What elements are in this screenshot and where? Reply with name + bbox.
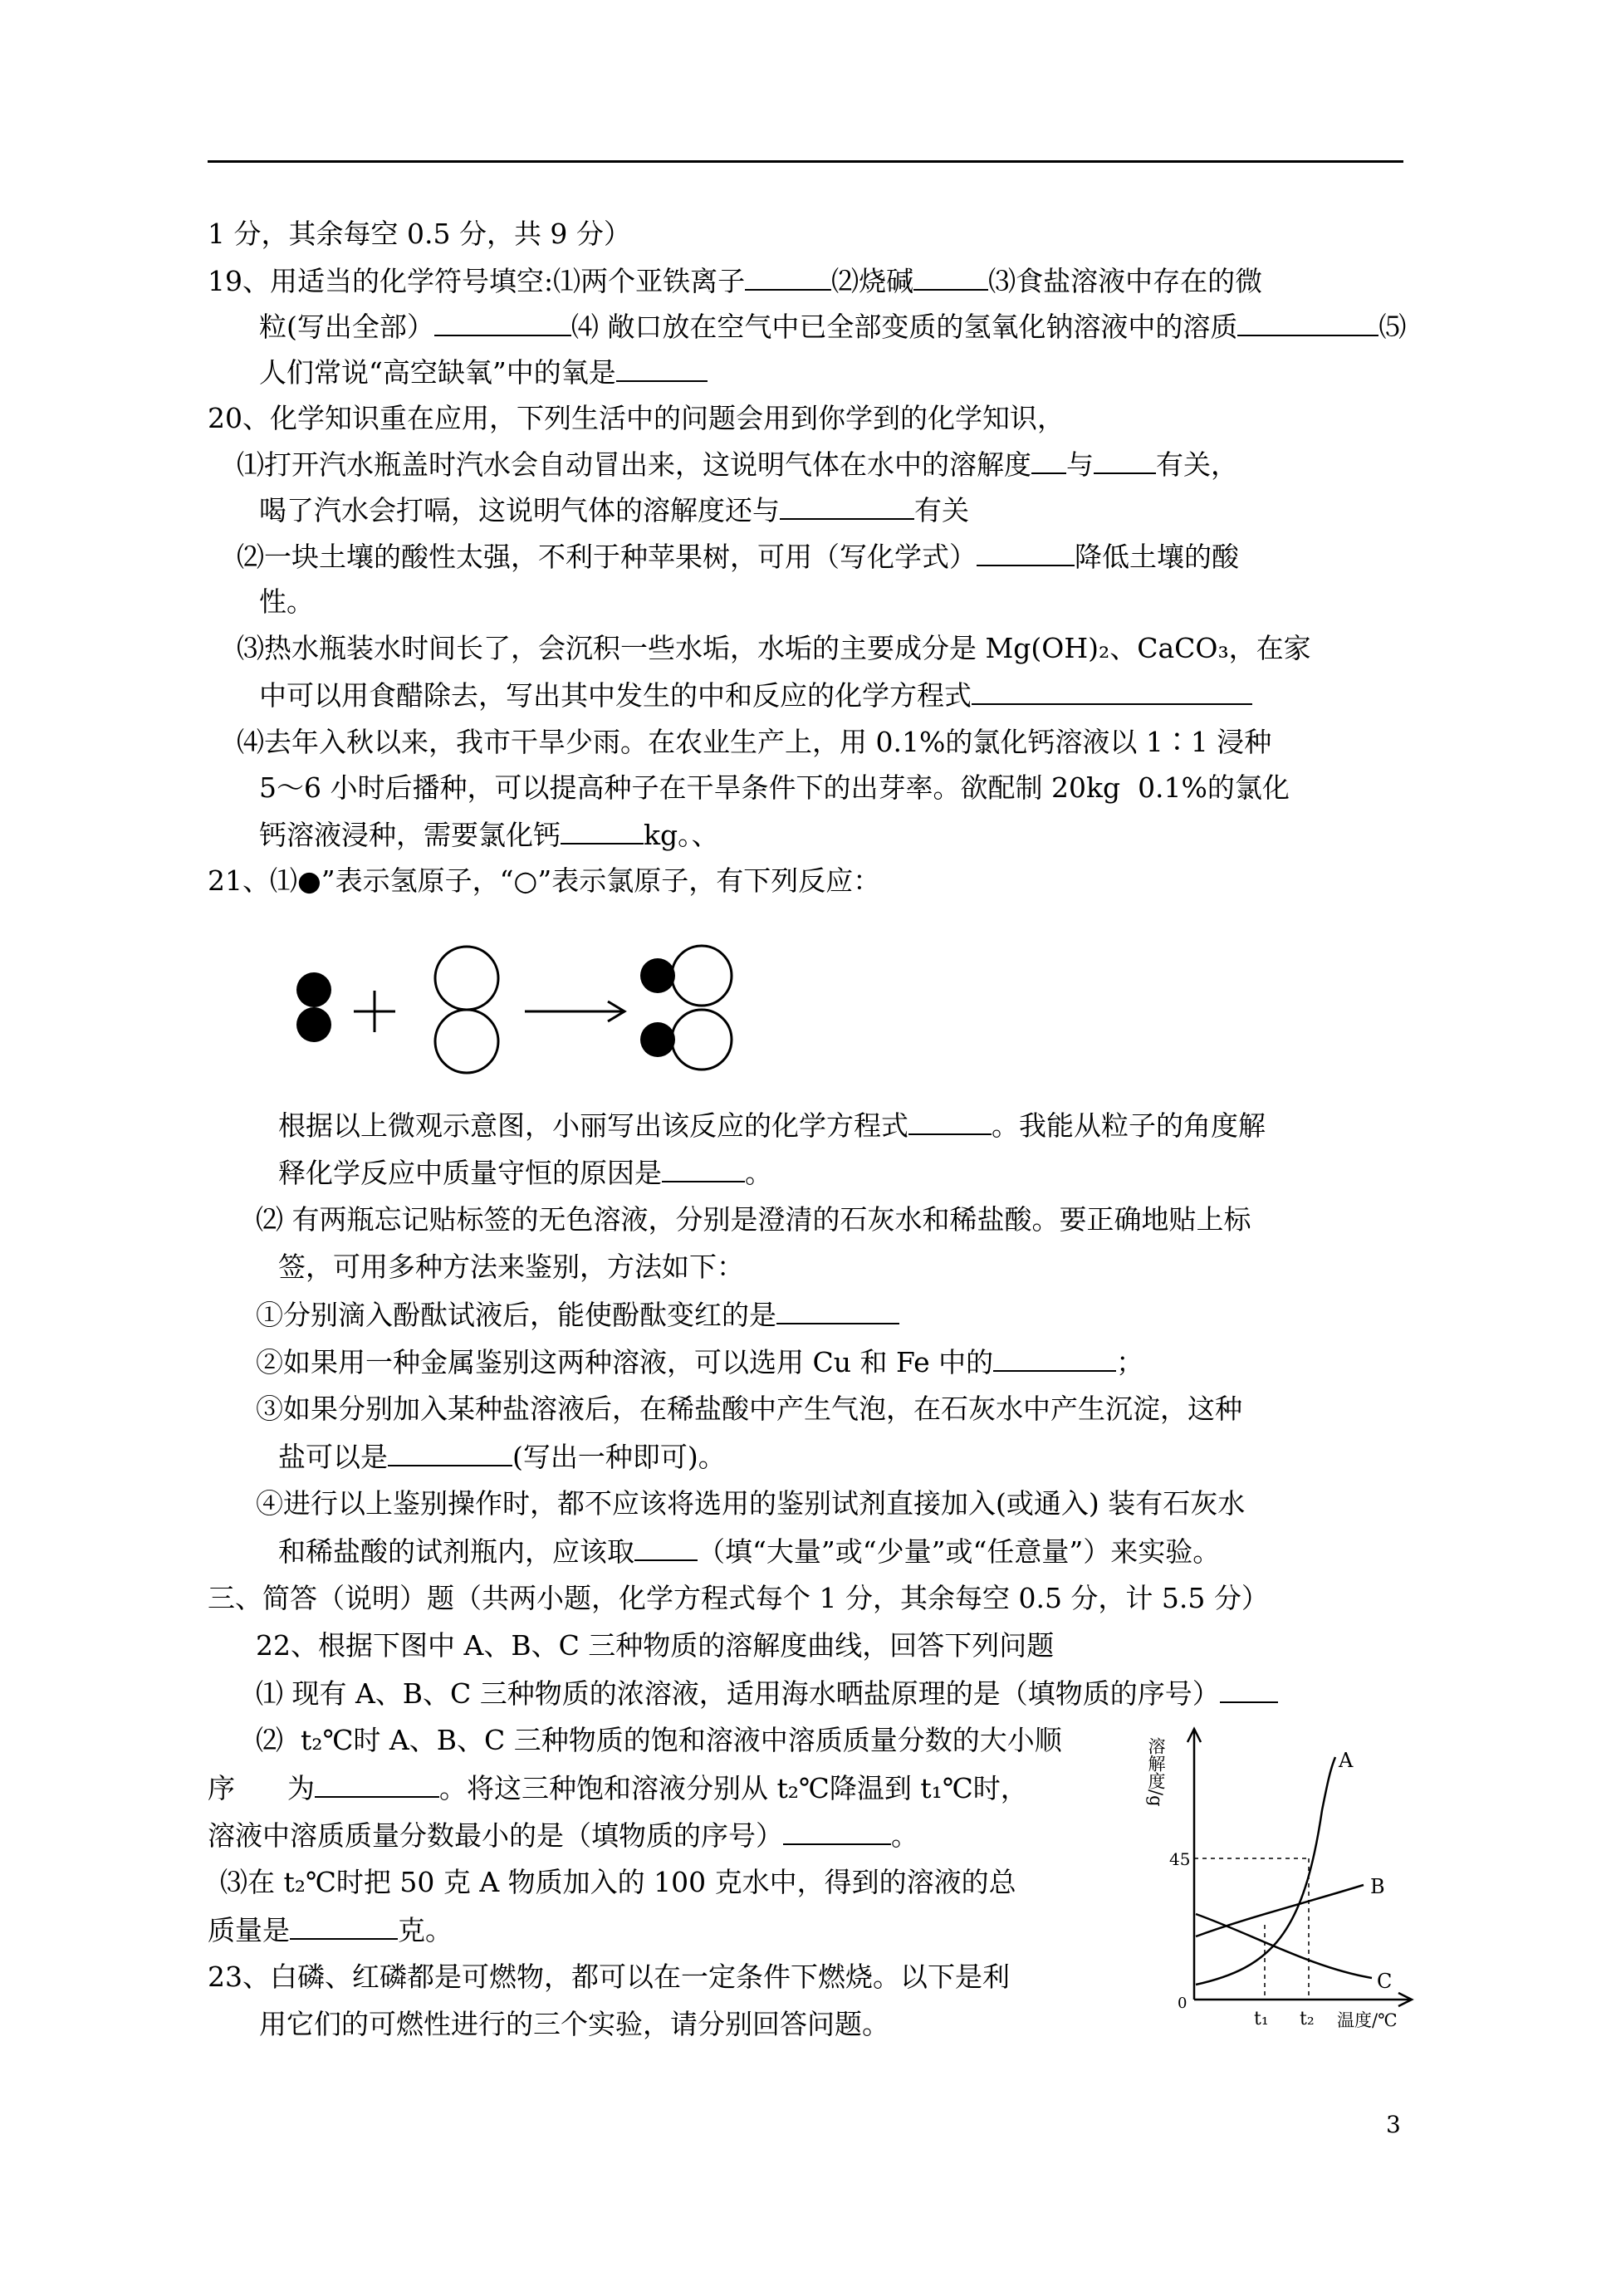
curve-a bbox=[1196, 1757, 1335, 1985]
question-22-3-line-1: ⑶在 t₂℃时把 50 克 A 物质加入的 100 克水中，得到的溶液的总 bbox=[220, 1866, 1016, 1898]
hydrogen-molecule bbox=[296, 972, 331, 1042]
question-21-1-line-1: 根据以上微观示意图，小丽写出该反应的化学方程式 。我能从粒子的角度解 bbox=[278, 1109, 1266, 1142]
question-21-2-line-2: 签，可用多种方法来鉴别，方法如下： bbox=[278, 1251, 744, 1283]
answer-blank[interactable] bbox=[780, 493, 914, 520]
plus-sign bbox=[354, 991, 395, 1032]
question-21-2-item-3-cont: 盐可以是 (写出一种即可)。 bbox=[278, 1441, 726, 1473]
y-axis-label: 溶解度/g bbox=[1146, 1737, 1166, 1807]
question-22-stem: 22、根据下图中 A、B、C 三种物质的溶解度曲线，回答下列问题 bbox=[256, 1629, 1055, 1662]
question-20-1-line-1: ⑴打开汽水瓶盖时汽水会自动冒出来，这说明气体在水中的溶解度 与 有关， bbox=[237, 448, 1238, 481]
answer-blank[interactable] bbox=[776, 1298, 899, 1324]
tick-label-t2: t₂ bbox=[1300, 2009, 1315, 2029]
question-21-2-item-4-cont: 和稀盐酸的试剂瓶内，应该取 （填“大量”或“少量”或“任意量”）来实验。 bbox=[278, 1535, 1221, 1568]
question-21-stem: 21、⑴●”表示氢原子，“○”表示氯原子，有下列反应： bbox=[208, 864, 881, 897]
section-3-heading: 三、简答（说明）题（共两小题，化学方程式每个 1 分，其余每空 0.5 分，计 5.5 分） bbox=[208, 1582, 1269, 1614]
question-21-2-item-4: ④进行以上鉴别操作时，都不应该将选用的鉴别试剂直接加入(或通入) 装有石灰水 bbox=[256, 1487, 1246, 1520]
question-21-2-line-1: ⑵ 有两瓶忘记贴标签的无色溶液，分别是澄清的石灰水和稀盐酸。要正确地贴上标 bbox=[256, 1203, 1251, 1236]
question-20-3-line-1: ⑶热水瓶装水时间长了，会沉积一些水垢，水垢的主要成分是 Mg(OH)₂、CaCO₃，在家 bbox=[237, 632, 1311, 664]
question-23-line-1: 23、白磷、红磷都是可燃物，都可以在一定条件下燃烧。以下是利 bbox=[208, 1961, 1010, 1993]
tick-label-45: 45 bbox=[1169, 1849, 1191, 1869]
question-20-3-line-2: 中可以用食醋除去，写出其中发生的中和反应的化学方程式 bbox=[259, 678, 1252, 712]
question-19-line-1: 19、用适当的化学符号填空:⑴两个亚铁离子 ⑵烧碱 ⑶食盐溶液中存在的微 bbox=[208, 265, 1263, 297]
question-19-line-2: 粒(写出全部） ⑷ 敞口放在空气中已全部变质的氢氧化钠溶液中的溶质 ⑸ bbox=[259, 311, 1407, 343]
curve-c-label: C bbox=[1377, 1970, 1393, 1993]
question-20-1-line-2: 喝了汽水会打嗝，这说明气体的溶解度还与 有关 bbox=[259, 494, 969, 526]
question-23-line-2: 用它们的可燃性进行的三个实验，请分别回答问题。 bbox=[259, 2008, 889, 2040]
question-21-2-item-1: ①分别滴入酚酞试液后，能使酚酞变红的是 bbox=[256, 1298, 899, 1332]
header-rule bbox=[208, 160, 1403, 163]
text-line: 1 分，其余每空 0.5 分，共 9 分） bbox=[208, 218, 631, 250]
question-20-stem: 20、化学知识重在应用，下列生活中的问题会用到你学到的化学知识， bbox=[208, 402, 1065, 434]
hcl-molecule-1 bbox=[640, 946, 732, 1006]
question-20-4-line-1: ⑷去年入秋以来，我市干旱少雨。在农业生产上，用 0.1%的氯化钙溶液以 1∶1 浸种 bbox=[237, 726, 1272, 758]
page-number: 3 bbox=[1386, 2111, 1401, 2138]
question-22-2-line-2: 序 为 。将这三种饱和溶液分别从 t₂℃降温到 t₁℃时， bbox=[208, 1772, 1028, 1804]
curve-b-label: B bbox=[1370, 1875, 1385, 1898]
solubility-graph bbox=[1146, 1719, 1428, 2034]
x-axis-label: 温度/℃ bbox=[1337, 2010, 1398, 2030]
question-22-2-line-3: 溶液中溶质质量分数最小的是（填物质的序号） 。 bbox=[208, 1819, 918, 1852]
answer-blank[interactable] bbox=[315, 1771, 439, 1798]
text-line: 性。 bbox=[259, 585, 314, 618]
answer-blank[interactable] bbox=[1094, 448, 1156, 474]
question-22-3-line-2: 质量是 克。 bbox=[208, 1914, 453, 1946]
curve-c bbox=[1196, 1914, 1372, 1978]
chlorine-molecule bbox=[435, 947, 498, 1073]
origin-label: 0 bbox=[1178, 1995, 1188, 2012]
answer-blank[interactable] bbox=[1031, 448, 1066, 474]
answer-blank[interactable] bbox=[388, 1440, 512, 1466]
answer-blank[interactable] bbox=[977, 540, 1075, 566]
answer-blank[interactable] bbox=[634, 1535, 698, 1561]
answer-blank[interactable] bbox=[972, 678, 1252, 705]
hcl-molecule-2 bbox=[640, 1010, 732, 1070]
answer-blank[interactable] bbox=[662, 1156, 745, 1182]
answer-blank[interactable] bbox=[1220, 1677, 1278, 1703]
question-21-2-item-2: ②如果用一种金属鉴别这两种溶液，可以选用 Cu 和 Fe 中的 ； bbox=[256, 1346, 1144, 1378]
answer-blank[interactable] bbox=[1237, 310, 1378, 336]
question-20-2-line-1: ⑵一块土壤的酸性太强，不利于种苹果树，可用（写化学式） 降低土壤的酸 bbox=[237, 541, 1239, 573]
answer-blank[interactable] bbox=[561, 818, 644, 844]
question-21-2-item-3: ③如果分别加入某种盐溶液后，在稀盐酸中产生气泡，在石灰水中产生沉淀，这种 bbox=[256, 1393, 1242, 1425]
curve-b bbox=[1196, 1885, 1364, 1936]
answer-blank[interactable] bbox=[993, 1345, 1116, 1372]
answer-blank[interactable] bbox=[434, 310, 571, 336]
question-20-4-line-2: 5～6 小时后播种，可以提高种子在干旱条件下的出芽率。欲配制 20kg 0.1%的氯化 bbox=[259, 771, 1290, 804]
answer-blank[interactable] bbox=[783, 1819, 891, 1845]
question-20-4-line-3: 钙溶液浸种，需要氯化钙 kg。、 bbox=[259, 819, 719, 851]
curve-a-label: A bbox=[1339, 1749, 1354, 1772]
answer-blank[interactable] bbox=[290, 1913, 398, 1940]
reaction-diagram bbox=[282, 930, 747, 1079]
arrow bbox=[525, 1001, 624, 1021]
question-22-2-line-1: ⑵ t₂℃时 A、B、C 三种物质的饱和溶液中溶质质量分数的大小顺 bbox=[256, 1724, 1062, 1756]
answer-blank[interactable] bbox=[913, 264, 988, 291]
question-21-1-line-2: 释化学反应中质量守恒的原因是 。 bbox=[278, 1157, 772, 1189]
answer-blank[interactable] bbox=[908, 1109, 992, 1135]
question-19-line-3: 人们常说“高空缺氧”中的氧是 bbox=[259, 355, 708, 389]
question-22-1: ⑴ 现有 A、B、C 三种物质的浓溶液，适用海水晒盐原理的是（填物质的序号） bbox=[256, 1677, 1278, 1711]
answer-blank[interactable] bbox=[745, 264, 831, 291]
answer-blank[interactable] bbox=[616, 355, 708, 382]
tick-label-t1: t₁ bbox=[1254, 2009, 1269, 2029]
